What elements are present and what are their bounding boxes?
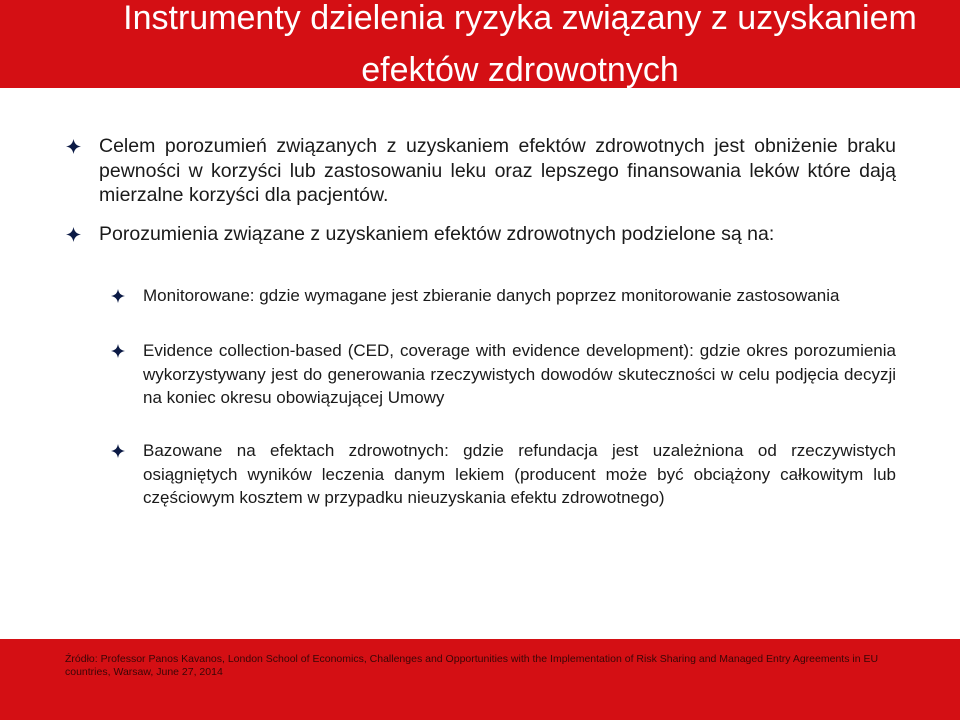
slide-title: Instrumenty dzielenia ryzyka związany z uzyskaniem efektów zdrowotnych <box>123 0 917 89</box>
footer-bar <box>0 639 960 720</box>
sub-bullet-1-text: Monitorowane: gdzie wymagane jest zbieranie danych poprzez monitorowanie zastosowania <box>143 286 840 305</box>
title-bar <box>0 0 960 88</box>
bullet-2-text: Porozumienia związane z uzyskaniem efektów zdrowotnych podzielone są na: <box>99 223 775 245</box>
bullet-1-text: Celem porozumień związanych z uzyskaniem efektów zdrowotnych jest obniżenie braku pewności w korzyści lub zastosowaniu leku oraz lepszego finansowania leków które dają mierzalne korzyści dla pacjentów. <box>99 135 896 206</box>
sub-bullet-3-text: Bazowane na efektach zdrowotnych: gdzie refundacja jest uzależniona od rzeczywistych osiągniętych wyników leczenia danym lekiem (producent może być obciążony całkowitym lub częściowym kosztem w przypadku nieuzyskania efektu zdrowotnego) <box>143 441 896 507</box>
footer-source: Źródło: Professor Panos Kavanos, London School of Economics, Challenges and Opportunities with the Implementation of Risk Sharing and Managed Entry Agreements in EU countries, Warsaw, June 27, 2014 <box>65 653 879 678</box>
sub-bullet-2-text: Evidence collection-based (CED, coverage with evidence development): gdzie okres porozumienia wykorzystywany jest do generowania rzeczywistych dowodów skuteczności w celu podjęcia decyzji na koniec okresu obowiązującej Umowy <box>143 341 896 407</box>
